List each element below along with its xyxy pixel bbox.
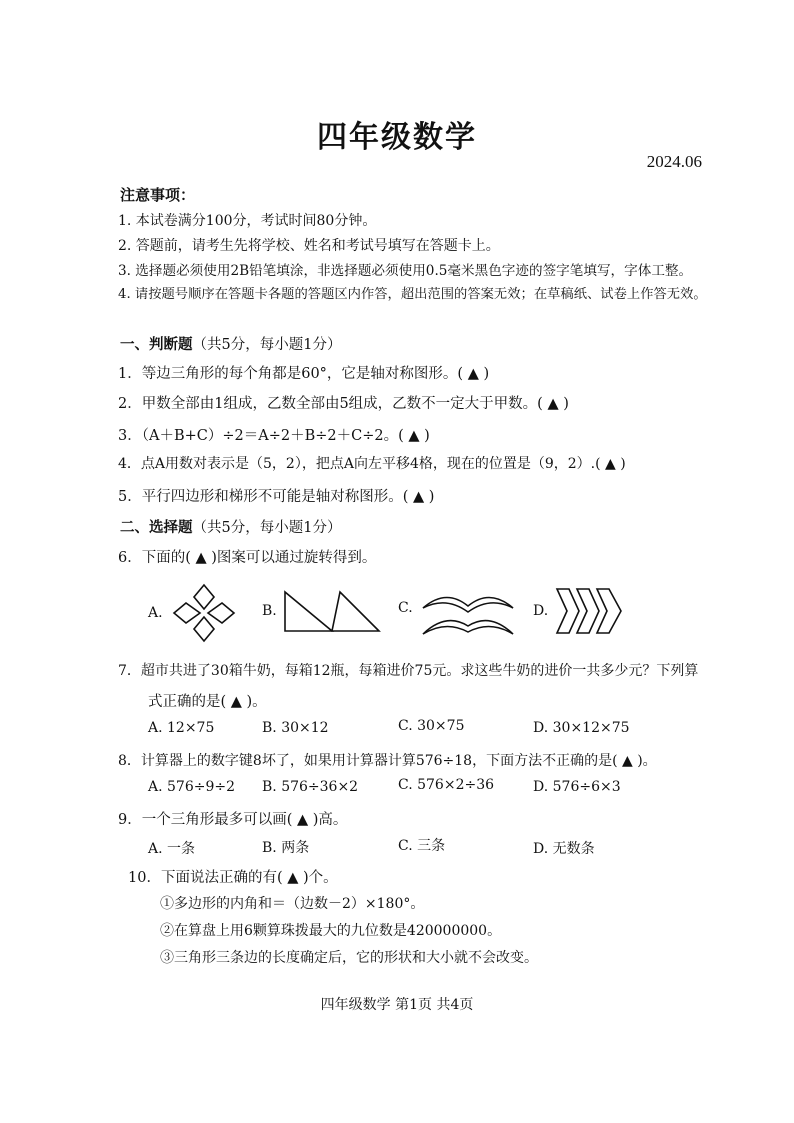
q7-option-c: C. 30×75 — [398, 718, 465, 734]
section-2-heading — [120, 516, 341, 537]
question-10: 10．下面说法正确的有( ▲ )个。 — [128, 870, 338, 886]
question-9: 9．一个三角形最多可以画( ▲ )高。 — [118, 812, 348, 828]
exam-date: 2024.06 — [646, 152, 702, 171]
question-7-continued: 式正确的是( ▲ )。 — [148, 694, 267, 710]
q9-option-c: C. 三条 — [398, 838, 446, 854]
q6-option-b-figure — [282, 588, 382, 634]
q7-option-b: B. 30×12 — [262, 720, 329, 736]
question-4: 4．点A用数对表示是（5，2），把点A向左平移4格，现在的位置是（9，2）.( ▲ ) — [118, 456, 626, 472]
question-1: 1．等边三角形的每个角都是60°，它是轴对称图形。( ▲ ) — [118, 366, 490, 382]
q8-option-d: D. 576÷6×3 — [533, 779, 621, 795]
q8-option-a: A. 576÷9÷2 — [148, 779, 236, 795]
q6-option-c-figure — [418, 586, 518, 638]
q9-option-a: A. 一条 — [148, 841, 196, 857]
section-1-note: （共5分，每小题1分） — [192, 337, 342, 353]
question-2: 2．甲数全部由1组成，乙数全部由5组成，乙数不一定大于甲数。( ▲ ) — [118, 396, 569, 412]
q6-option-d-figure — [555, 587, 627, 635]
q6-option-a-figure — [170, 583, 238, 643]
note-item: 2. 答题前，请考生先将学校、姓名和考试号填写在答题卡上。 — [118, 238, 500, 254]
q10-statement-1: ①多边形的内角和＝（边数－2）×180°。 — [160, 896, 425, 912]
section-1-heading — [120, 333, 341, 354]
section-2-note: （共5分，每小题1分） — [192, 520, 342, 536]
q9-option-b: B. 两条 — [262, 840, 310, 856]
q8-option-b: B. 576÷36×2 — [262, 779, 359, 795]
note-item: 3. 选择题必须使用2B铅笔填涂，非选择题必须使用0.5毫米黑色字迹的签字笔填写，字体工整。 — [118, 263, 693, 279]
page-footer: 四年级数学 第1页 共4页 — [320, 997, 474, 1013]
section-2-title: 二、选择题 — [120, 520, 193, 536]
question-5: 5．平行四边形和梯形不可能是轴对称图形。( ▲ ) — [118, 489, 435, 505]
q6-option-d-label: D. — [533, 603, 549, 619]
q10-statement-2: ②在算盘上用6颗算珠拨最大的九位数是420000000。 — [160, 923, 502, 939]
q7-option-d: D. 30×12×75 — [533, 720, 630, 736]
q7-option-a: A. 12×75 — [148, 720, 215, 736]
question-6: 6．下面的( ▲ )图案可以通过旋转得到。 — [118, 550, 377, 566]
q8-option-c: C. 576×2÷36 — [398, 777, 495, 793]
page-title: 四年级数学 — [317, 120, 477, 155]
notes-heading: 注意事项： — [120, 186, 196, 204]
question-7: 7．超市共进了30箱牛奶，每箱12瓶，每箱进价75元。求这些牛奶的进价一共多少元？下列算 — [118, 663, 699, 679]
section-1-title: 一、判断题 — [120, 337, 193, 353]
note-item: 1. 本试卷满分100分，考试时间80分钟。 — [118, 213, 377, 229]
q9-option-d: D. 无数条 — [533, 841, 595, 857]
q6-option-c-label: C. — [398, 600, 413, 616]
question-3: 3．（A＋B+C）÷2＝A÷2＋B÷2＋C÷2。( ▲ ) — [118, 428, 430, 444]
q6-option-b-label: B. — [262, 603, 277, 619]
question-8: 8．计算器上的数字键8坏了，如果用计算器计算576÷18，下面方法不正确的是( ▲ )。 — [118, 753, 657, 769]
q6-option-a-label: A. — [148, 605, 163, 621]
q10-statement-3: ③三角形三条边的长度确定后，它的形状和大小就不会改变。 — [160, 950, 538, 966]
note-item: 4. 请按题号顺序在答题卡各题的答题区内作答，超出范围的答案无效；在草稿纸、试卷上作答无效。 — [118, 287, 707, 302]
